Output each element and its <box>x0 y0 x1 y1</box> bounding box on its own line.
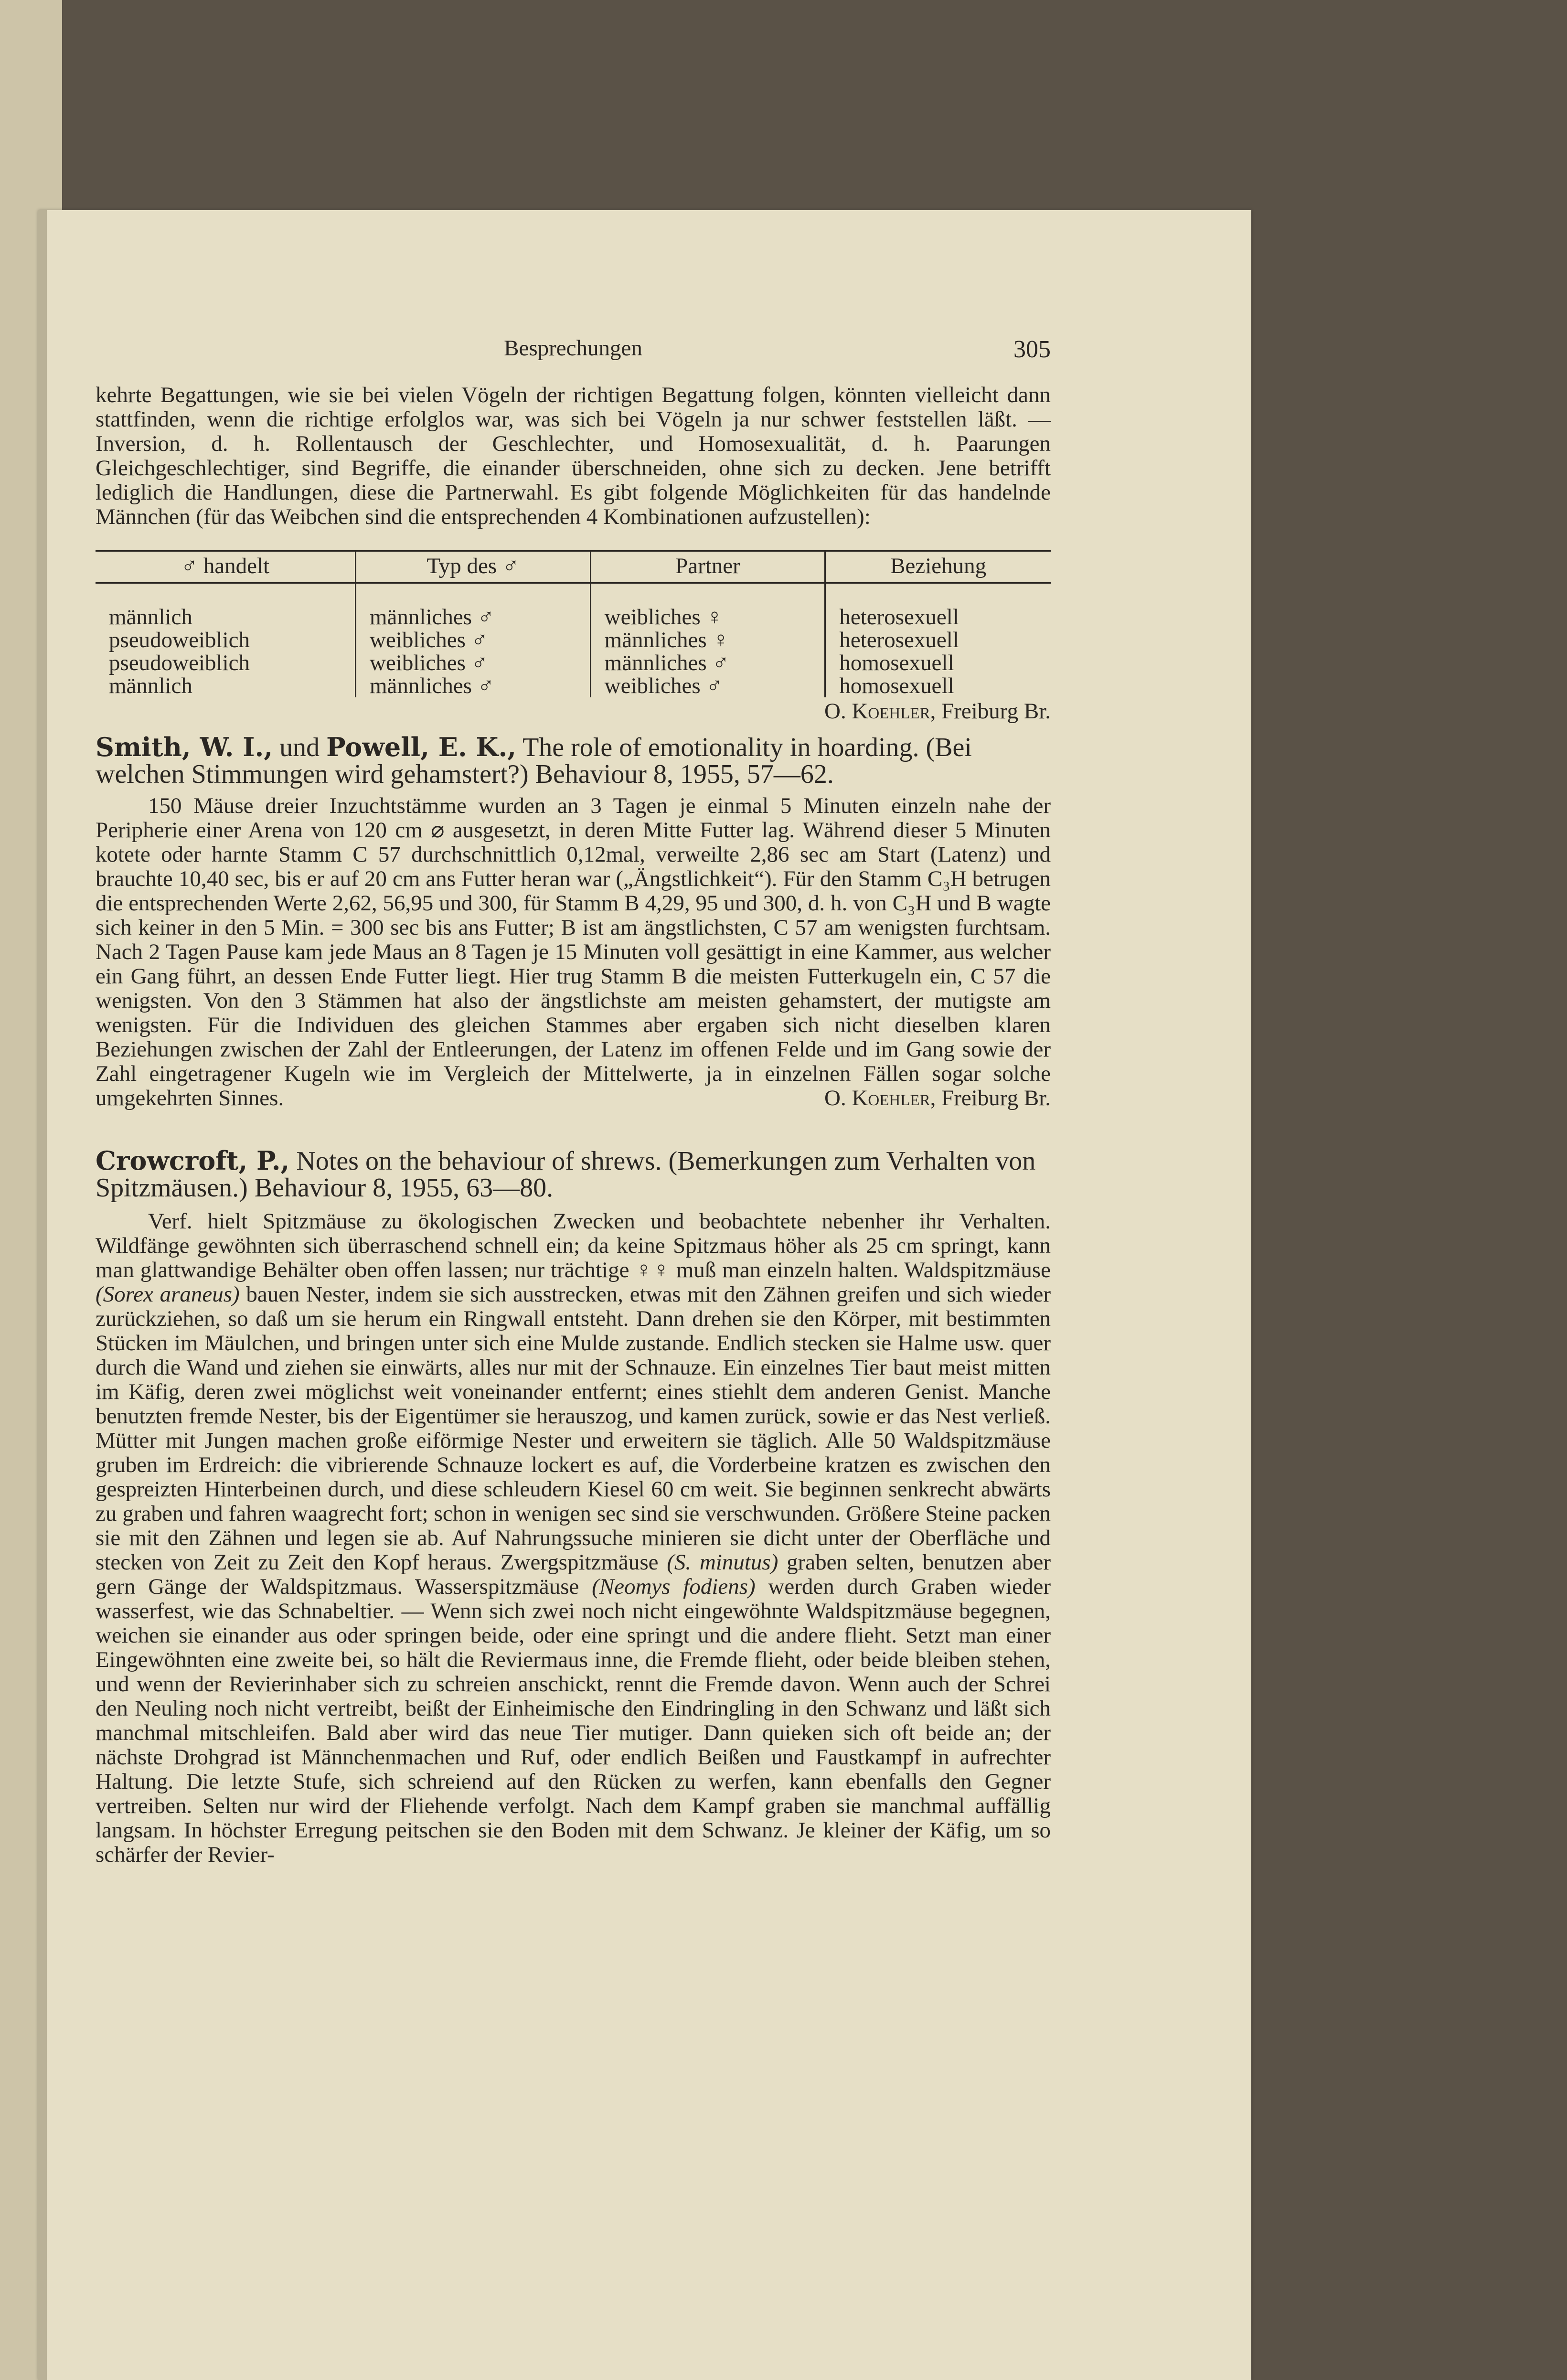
table-cell: männlich <box>109 605 192 630</box>
review-2-text-part: bauen Nester, indem sie sich ausstrecken, etwas mit den Zähnen greifen und sich wieder zurückziehen, so daß um sie herum ein Ringwall entsteht. Dann drehen sie den Körper, mit bestimmten Stücken im Mäulchen, und bringen unter sich eine Mulde zustande. Endlich stecken sie Halme usw. quer durch die Wand und ziehen sie einwärts, alles nur mit der Schnauze. Ein einzelnes Tier baut meist mitten im Käfig, deren zwei möglichst weit voneinander entfernt; eines stiehlt dem anderen Genist. Manche benutzten fremde Nester, bis der Eigentümer sie herauszog, und kamen zurück, sowie er das Nest verließ. Mütter mit Jungen machen große eiförmige Nester und erweitern sie täglich. Alle 50 Waldspitzmäuse gruben im Erdreich: die vibrierende Schnauze lockert es auf, die Vorderbeine kratzen es zwischen den gespreizten Hinterbeinen durch, und diese schleudern Kiesel 60 cm weit. Sie beginnen senkrecht abwärts zu graben und fahren waagrecht fort; schon in wenigen sec sind sie verschwunden. Größere Steine packen sie mit den Zähnen und legen sie ab. Auf Nahrungssuche minieren sie dicht unter der Oberfläche und stecken von Zeit zu Zeit den Kopf heraus. Zwergspitzmäuse <box>96 1282 1051 1575</box>
table-cell: homosexuell <box>825 651 1051 674</box>
review-1-text <box>96 794 1051 1110</box>
table-header-row <box>96 551 1051 583</box>
table-cell: männlich <box>109 673 192 698</box>
table-header: Beziehung <box>825 551 1051 583</box>
intro-text: kehrte Begattungen, wie sie bei vielen Vögeln der richtigen Begattung folgen, könnten vielleicht dann stattfinden, wenn die richtige erfolglos war, was sich bei Vögeln ja nur schwer feststellen läßt. — Inversion, d. h. Rollentausch der Geschlechter, und Homosexualität, d. h. Paarungen Gleichgeschlechtiger, sind Begriffe, die einander überschneiden, ohne sich zu decken. Jene betrifft lediglich die Handlungen, diese die Partnerwahl. Es gibt folgende Möglichkeiten für das handelnde Männchen (für das Weibchen sind die entsprechenden 4 Kombinationen aufzustellen): <box>96 383 1051 529</box>
review-2-text-part: graben selten, benutzen aber gern Gänge der Waldspitzmaus. Wasserspitzmäuse <box>96 1550 1051 1599</box>
review-1-body <box>96 794 1051 1110</box>
intro-paragraph <box>96 383 1051 529</box>
review-2-text-part: werden durch Graben wieder wasserfest, wie das Schnabeltier. — Wenn sich zwei noch nicht eingewöhnte Waldspitzmäuse begegnen, weichen sie einander aus oder springen beide, oder eine springt und die andere flieht. Setzt man einer Eingewöhnten eine zweite bei, so hält die Reviermaus inne, die Fremde flieht, oder beide bleiben stehen, und wenn der Revierinhaber sich zu schreien anschickt, rennt die Fremde davon. Wenn auch der Schrei den Neuling noch nicht vertreibt, beißt der Einheimische den Eindringling in den Schwanz und läßt sich manchmal mitschleifen. Bald aber wird das neue Tier mutiger. Dann quieken sich oft beide an; der nächste Drohgrad ist Männchenmachen und Ruf, oder endlich Beißen und Faustkampf in aufrechter Haltung. Die letzte Stufe, sich schreiend auf den Rücken zu werfen, kann ebenfalls den Gegner vertreiben. Selten nur wird der Fliehende verfolgt. Nach dem Kampf graben sie manchmal auffällig langsam. In höchster Erregung peitschen sie den Boden mit dem Schwanz. Je kleiner der Käfig, um so schärfer der Revier- <box>96 1574 1051 1867</box>
table-row <box>96 583 1051 629</box>
signature-place: , Freiburg Br. <box>930 1086 1051 1110</box>
review-1-heading <box>96 734 1051 788</box>
review-1-und: und <box>273 733 327 762</box>
table-cell: homosexuell <box>825 674 1051 697</box>
review-1-author: Smith, W. I., <box>96 732 273 762</box>
table-cell: männliches ♀ <box>590 629 825 651</box>
table-row <box>96 674 1051 697</box>
signature-name: O. Koehler <box>824 699 930 724</box>
review-2-text-part: Verf. hielt Spitzmäuse zu ökologischen Zwecken und beobachtete nebenher ihr Verhalten. Wildfänge gewöhnten sich überraschend schnell ein; da keine Spitzmaus höher als 25 cm springt, kann man glattwandige Behälter oben offen lassen; nur trächtige ♀♀ muß man einzeln halten. Waldspitzmäuse <box>96 1209 1051 1282</box>
table-header: ♂ handelt <box>96 551 355 583</box>
page-spine <box>38 210 47 2380</box>
species-name: (Sorex araneus) <box>96 1282 240 1307</box>
signature-place: , Freiburg Br. <box>930 699 1051 724</box>
table-cell: männliches ♂ <box>590 651 825 674</box>
review-2-body <box>96 1209 1051 1867</box>
table-cell: männliches ♂ <box>355 674 590 697</box>
table-cell: männliches ♂ <box>355 583 590 629</box>
table-cell: weibliches ♂ <box>355 629 590 651</box>
review-2-title: Notes on the behaviour of shrews. (Bemerkungen zum Verhalten von Spitzmäusen.) Behaviour 8, 1955, 63—80. <box>96 1146 1036 1203</box>
species-name: (Neomys fodiens) <box>592 1574 756 1599</box>
signature-name: O. Koehler <box>824 1086 930 1110</box>
combination-table <box>96 550 1051 697</box>
running-title: Besprechungen <box>504 336 642 361</box>
review-1-body-text: 150 Mäuse dreier Inzuchtstämme wurden an 3 Tagen je einmal 5 Minuten einzeln nahe der Peripherie einer Arena von 120 cm ⌀ ausgesetzt, in deren Mitte Futter lag. Während dieser 5 Minuten kotete oder harnte Stamm C 57 durchschnittlich 0,12mal, verweilte 2,86 sec am Start (Latenz) und brauchte 10,40 sec, bis er auf 20 cm ans Futter heran war („Ängstlichkeit“). Für den Stamm C₃H betrugen die entsprechenden Werte 2,62, 56,95 und 300, für Stamm B 4,29, 95 und 300, d. h. von C₃H und B wagte sich keiner in den 5 Min. = 300 sec bis ans Futter; B ist am ängstlichsten, C 57 am wenigsten furchtsam. Nach 2 Tagen Pause kam jede Maus an 8 Tagen je 15 Minuten voll gesättigt in eine Kammer, aus welcher ein Gang führt, an dessen Ende Futter liegt. Hier trug Stamm B die meisten Futterkugeln ein, C 57 die wenigsten. Von den 3 Stämmen hat also der ängstlichste am meisten gehamstert, der mutigste am wenigsten. Für die Individuen des gleichen Stammes aber ergaben sich nicht dieselben klaren Beziehungen zwischen der Zahl der Entleerungen, der Latenz im offenen Felde und im Gang sowie der Zahl eingetragener Kugeln wie im Vergleich der Mittelwerte, ja in einzelnen Fällen sogar solche umgekehrten Sinnes. <box>96 793 1051 1110</box>
table-cell: weibliches ♂ <box>355 651 590 674</box>
table-cell: heterosexuell <box>825 629 1051 651</box>
table-cell: heterosexuell <box>825 583 1051 629</box>
table-cell: weibliches ♀ <box>590 583 825 629</box>
table-row <box>96 629 1051 651</box>
signature-1 <box>96 699 1051 724</box>
review-1-author-2: Powell, E. K., <box>326 732 517 762</box>
review-1-title: The role of emotionality in hoarding. (Bei welchen Stimmungen wird gehamstert?) Behaviour 8, 1955, 57—62. <box>96 733 972 789</box>
table-row <box>96 651 1051 674</box>
review-2-text <box>96 1209 1051 1867</box>
review-2-heading <box>96 1147 1051 1201</box>
journal-page <box>38 210 1251 2380</box>
table-cell: pseudoweiblich <box>109 651 250 675</box>
review-1-signature <box>772 1086 1051 1110</box>
page-number: 305 <box>1013 336 1051 363</box>
running-head <box>96 335 1051 369</box>
table-cell: weibliches ♂ <box>590 674 825 697</box>
table-header: Partner <box>590 551 825 583</box>
table-cell: pseudoweiblich <box>109 628 250 652</box>
review-2-author: Crowcroft, P., <box>96 1145 290 1176</box>
table-header: Typ des ♂ <box>355 551 590 583</box>
species-name: (S. minutus) <box>667 1550 778 1575</box>
